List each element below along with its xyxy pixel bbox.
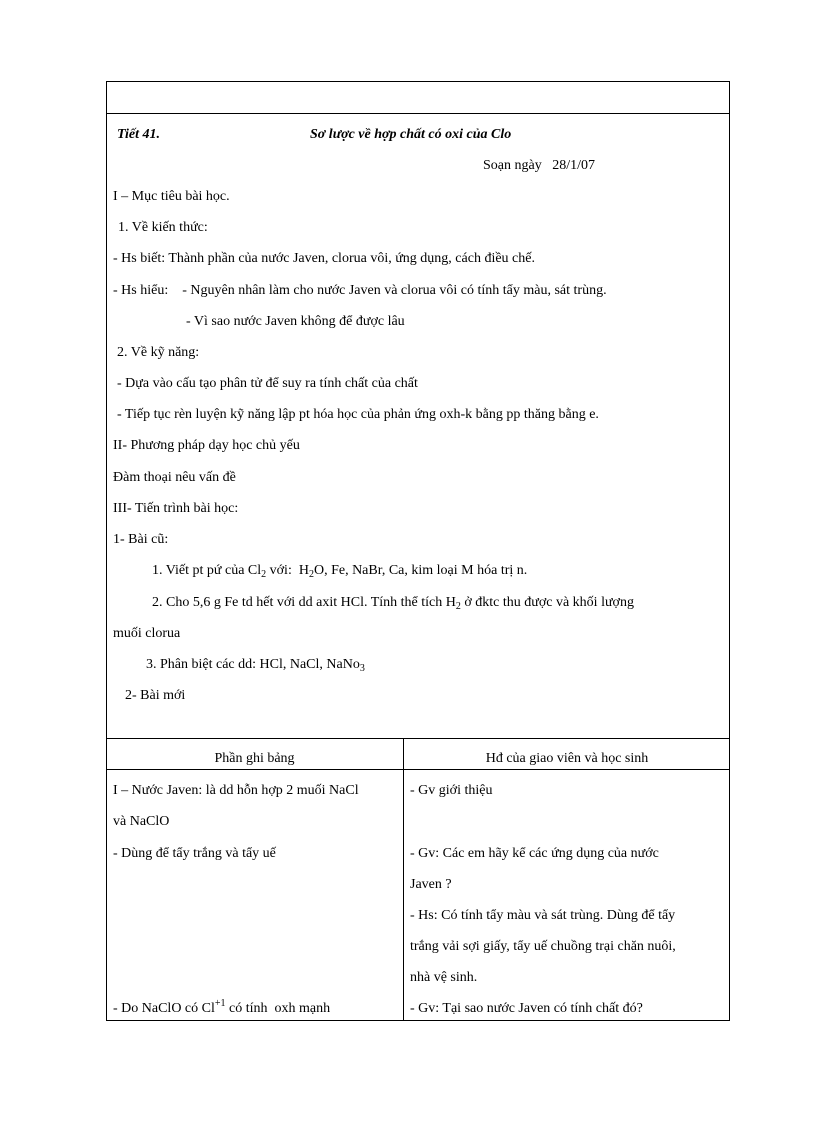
board-row-2: - Dùng để tẩy trắng và tẩy uế — [113, 846, 276, 861]
table-header-divider — [106, 769, 730, 770]
question-2-continued: muối clorua — [113, 626, 181, 641]
board-row-1a: I – Nước Javen: là dd hỗn hợp 2 muối NaCl — [113, 783, 359, 798]
lesson-objectives-box — [106, 113, 730, 739]
section-process: III- Tiến trình bài học: — [113, 501, 239, 516]
knowledge-line-3: - Vì sao nước Javen không để được lâu — [186, 314, 405, 329]
section-methods: II- Phương pháp dạy học chủ yếu — [113, 438, 300, 453]
board-row-1b: và NaClO — [113, 814, 170, 829]
table-header-activities: Hđ của giao viên và học sinh — [485, 751, 649, 766]
question-1: 1. Viết pt pứ của $Cl_2$ với: $H_2O$, Fe, NaBr, Ca, kim loại M hóa trị n. — [152, 563, 528, 580]
question-2: 2. Cho 5,6 g Fe td hết với dd axit HCl. Tính thể tích $H_2$ ở đktc thu được và khối lượng — [152, 595, 634, 612]
knowledge-line-1: - Hs biết: Thành phần của nước Javen, clorua vôi, ứng dụng, cách điều chế. — [113, 251, 535, 266]
table-header-board: Phần ghi bảng — [214, 751, 295, 766]
subsection-skills: 2. Về kỹ năng: — [117, 345, 200, 360]
activity-row-3a: - Hs: Có tính tẩy màu và sát trùng. Dùng để tẩy — [410, 908, 676, 923]
activity-row-1: - Gv giới thiệu — [410, 783, 493, 798]
subsection-new-lesson: 2- Bài mới — [125, 688, 186, 703]
subsection-knowledge: 1. Về kiến thức: — [118, 220, 208, 235]
prepared-date: Soạn ngày 28/1/07 — [483, 158, 595, 173]
activity-row-3b: trắng vải sợi giấy, tẩy uế chuồng trại chăn nuôi, — [410, 939, 676, 954]
knowledge-line-2: - Hs hiểu: - Nguyên nhân làm cho nước Javen và clorua vôi có tính tẩy màu, sát trùng. — [113, 283, 607, 298]
activity-row-2b: Javen ? — [410, 877, 452, 892]
header-empty-row — [106, 81, 730, 114]
lesson-number: Tiết 41. — [117, 127, 161, 142]
lesson-title: Sơ lược về hợp chất có oxi của Clo — [310, 127, 512, 142]
board-row-3: - Do NaClO có $Cl^{+1}$ có tính oxh mạnh — [113, 998, 331, 1016]
skill-line-1: - Dựa vào cấu tạo phân tử để suy ra tính chất của chất — [117, 376, 418, 391]
section-objectives: I – Mục tiêu bài học. — [113, 189, 230, 204]
table-column-divider — [403, 738, 404, 1021]
subsection-old-lesson: 1- Bài cũ: — [113, 532, 169, 547]
skill-line-2: - Tiếp tục rèn luyện kỹ năng lập pt hóa học của phản ứng oxh-k bằng pp thăng bằng e. — [117, 407, 599, 422]
activity-row-2a: - Gv: Các em hãy kể các ứng dụng của nước — [410, 846, 659, 861]
activity-row-4: - Gv: Tại sao nước Javen có tính chất đó? — [410, 1001, 643, 1016]
method-line: Đàm thoại nêu vấn đề — [113, 470, 236, 485]
activity-row-3c: nhà vệ sinh. — [410, 970, 478, 985]
question-3: 3. Phân biệt các dd: HCl, NaCl, NaNo$_3$ — [146, 657, 365, 674]
